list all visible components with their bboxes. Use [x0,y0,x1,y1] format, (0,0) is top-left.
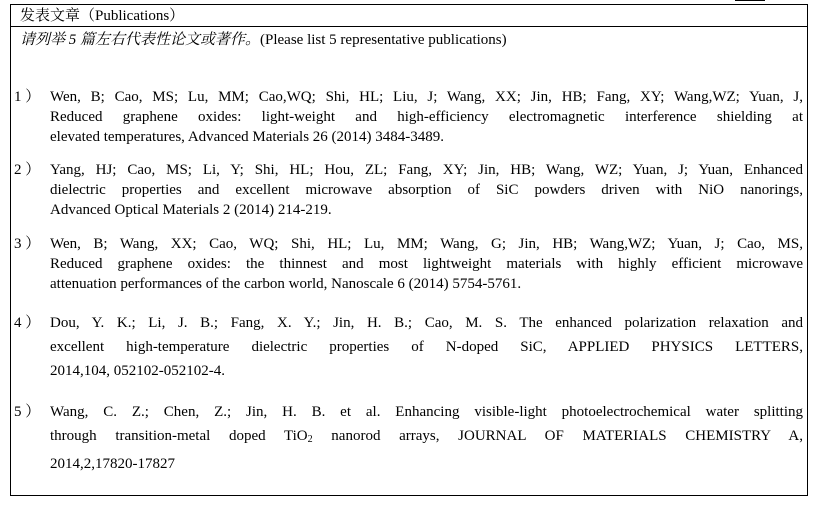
publication-number: 4 ） [14,315,41,331]
citation-text: through transition-metal doped TiO [50,428,308,444]
citation-line: Reduced graphene oxides: the thinnest and most lightweight materials with highly efficient microwave [50,256,803,272]
instruction-cn: 请列举 5 篇左右代表性论文或著作。 [20,32,261,48]
publication-citation [50,234,803,294]
publication-citation [50,87,803,147]
publication-number: 1 ） [14,89,41,105]
citation-line: Advanced Optical Materials 2 (2014) 214-219. [50,202,332,218]
citation-line: attenuation performances of the carbon world, Nanoscale 6 (2014) 5754-5761. [50,276,522,292]
section-title: 发表文章（Publications） [20,8,185,24]
subscript: 2 [307,434,313,445]
citation-line: excellent high-temperature dielectric properties of N-doped SiC, APPLIED PHYSICS LETTERS, [50,339,803,355]
citation-line: 2014,104, 052102-052102-4. [50,363,225,379]
publication-number: 3 ） [14,236,41,252]
citation-line: Wen, B; Cao, MS; Lu, MM; Cao,WQ; Shi, HL; Liu, J; Wang, XX; Jin, HB; Fang, XY; Wang,WZ; Yuan, J, [50,89,803,105]
table-header-row [11,5,807,27]
instruction-en: (Please list 5 representative publications) [260,32,507,48]
publication-number: 5 ） [14,404,41,420]
publications-table [10,4,808,496]
publication-citation [50,160,803,220]
citation-line: Reduced graphene oxides: light-weight and high-efficiency electromagnetic interference shielding at [50,109,803,125]
citation-line: 2014,2,17820-17827 [50,456,175,472]
publication-citation [50,311,803,383]
publication-citation [50,400,803,476]
citation-line: Wang, C. Z.; Chen, Z.; Jin, H. B. et al. Enhancing visible-light photoelectrochemical water splitting [50,404,803,420]
instruction-text [20,30,507,50]
citation-line [50,424,803,452]
citation-line: Wen, B; Wang, XX; Cao, WQ; Shi, HL; Lu, MM; Wang, G; Jin, HB; Wang,WZ; Yuan, J; Cao, MS, [50,236,803,252]
top-edge-mark [735,0,765,1]
citation-line: Yang, HJ; Cao, MS; Li, Y; Shi, HL; Hou, ZL; Fang, XY; Jin, HB; Wang, WZ; Yuan, J; Yuan, Enhanced [50,162,803,178]
citation-line: Dou, Y. K.; Li, J. B.; Fang, X. Y.; Jin, H. B.; Cao, M. S. The enhanced polarization relaxation and [50,315,803,331]
citation-line: elevated temperatures, Advanced Materials 26 (2014) 3484-3489. [50,129,445,145]
citation-text: nanorod arrays, JOURNAL OF MATERIALS CHEMISTRY A, [312,428,803,444]
publication-number: 2 ） [14,162,41,178]
citation-line: dielectric properties and excellent microwave absorption of SiC powders driven with NiO nanorings, [50,182,803,198]
